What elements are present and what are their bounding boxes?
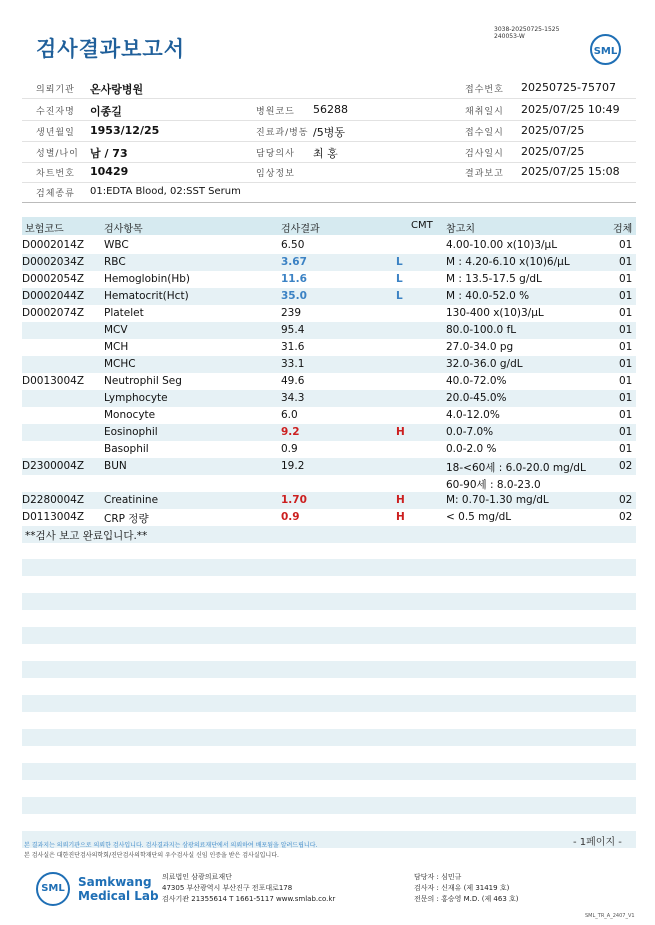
table-row (22, 373, 636, 390)
table-row (22, 288, 636, 305)
cell-item: WBC (104, 239, 129, 251)
info-row-4 (22, 142, 636, 163)
cell-code: D0002074Z (22, 307, 85, 319)
doctor-label: 담당의사 (256, 149, 295, 159)
cell-item: Monocyte (104, 409, 156, 421)
cell-spec: 01 (619, 239, 633, 251)
cell-result: 19.2 (281, 460, 305, 472)
cell-flag: L (396, 256, 403, 268)
cell-result: 35.0 (281, 290, 307, 302)
accession-label: 접수번호 (465, 85, 504, 95)
dob-label: 생년월일 (36, 128, 75, 138)
table-row (22, 390, 636, 407)
cell-result: 3.67 (281, 256, 307, 268)
cell-item: Creatinine (104, 494, 159, 506)
table-row (22, 441, 636, 458)
sml-brand-icon: SML (36, 872, 70, 906)
cell-spec: 01 (619, 324, 633, 336)
chart-value: 10429 (90, 165, 129, 178)
hospital-code-value: 56288 (313, 103, 348, 116)
cell-ref: 40.0-72.0% (446, 375, 507, 387)
cell-result: 49.6 (281, 375, 305, 387)
cell-ref: 130-400 x(10)3/μL (446, 307, 544, 319)
cell-item: RBC (104, 256, 126, 268)
sml-logo-icon: SML (590, 34, 621, 65)
cell-code: D2300004Z (22, 460, 85, 472)
cell-ref: M : 13.5-17.5 g/dL (446, 273, 542, 285)
cell-ref: 60-90세 : 8.0-23.0 (446, 479, 541, 491)
cell-code: D0002034Z (22, 256, 85, 268)
cell-result: 33.1 (281, 358, 305, 370)
table-row (22, 475, 636, 492)
brand-line1: Samkwang (78, 875, 152, 889)
hospital-label: 의뢰기관 (36, 85, 75, 95)
info-row-6 (22, 182, 636, 203)
hospital-code-label: 병원코드 (256, 107, 295, 117)
staff-1: 담당자 : 심민규 (414, 873, 462, 881)
cell-item: MCHC (104, 358, 136, 370)
cell-code: D2280004Z (22, 494, 85, 506)
collect-label: 채취일시 (465, 107, 504, 117)
cell-code: D0002014Z (22, 239, 85, 251)
specimen-label: 검체종류 (36, 189, 75, 199)
doctor-value: 최 홍 (313, 147, 338, 160)
table-row (22, 424, 636, 441)
cell-item: Lymphocyte (104, 392, 168, 404)
table-row (22, 271, 636, 288)
cell-spec: 01 (619, 375, 633, 387)
cell-result: 11.6 (281, 273, 307, 285)
cell-spec: 01 (619, 273, 633, 285)
cell-result: 239 (281, 307, 302, 319)
cell-result: 6.50 (281, 239, 305, 251)
cell-flag: H (396, 494, 405, 506)
cell-flag: L (396, 273, 403, 285)
cell-item: CRP 정량 (104, 513, 149, 525)
cell-spec: 01 (619, 341, 633, 353)
cell-ref: 0.0-2.0 % (446, 443, 497, 455)
report-title: 검사결과보고서 (36, 37, 186, 61)
table-row (22, 509, 636, 526)
table-row (22, 407, 636, 424)
table-row (22, 322, 636, 339)
cell-result: 9.2 (281, 426, 300, 438)
cell-item: Hemoglobin(Hb) (104, 273, 191, 285)
footer-note-1: 본 결과지는 의뢰기관으로 의뢰한 검사입니다. 검사결과지는 삼광의료재단에서 의뢰하여 배포됨을 알려드립니다. (24, 842, 318, 849)
cell-flag: H (396, 511, 405, 523)
tested-value: 2025/07/25 (521, 145, 585, 158)
table-row (22, 305, 636, 322)
staff-2: 검사자 : 신재유 (제 31419 호) (414, 884, 510, 892)
table-row (22, 492, 636, 509)
blank-line (22, 729, 636, 746)
cell-result: 31.6 (281, 341, 305, 353)
blank-line (22, 763, 636, 780)
cell-ref: 18-<60세 : 6.0-20.0 mg/dL (446, 462, 586, 474)
blank-line (22, 661, 636, 678)
info-row-2 (22, 100, 636, 121)
cell-ref: 27.0-34.0 pg (446, 341, 514, 353)
dept-label: 진료과/병동 (256, 128, 309, 138)
document-id-line2: 240053-W (494, 33, 525, 40)
received-label: 접수일시 (465, 128, 504, 138)
cell-item: MCH (104, 341, 129, 353)
form-code: SML_TR_A_2407_V1 (585, 913, 635, 919)
table-row (22, 356, 636, 373)
org-info (162, 872, 335, 905)
cell-item: Platelet (104, 307, 144, 319)
footer-note-2: 본 검사실은 대한진단검사의학회/진단검사의학재단의 우수검사실 신임 인증을 받은 검사실입니다. (24, 852, 279, 859)
col-cmt: CMT (411, 220, 433, 231)
blank-line (22, 695, 636, 712)
cell-result: 0.9 (281, 443, 298, 455)
reported-label: 결과보고 (465, 169, 504, 179)
cell-item: Hematocrit(Hct) (104, 290, 189, 302)
cell-spec: 01 (619, 256, 633, 268)
cell-result: 6.0 (281, 409, 298, 421)
cell-ref: M : 4.20-6.10 x(10)6/μL (446, 256, 570, 268)
table-row (22, 254, 636, 271)
accession-value: 20250725-75707 (521, 81, 616, 94)
staff-info (414, 872, 519, 905)
cell-ref: 0.0-7.0% (446, 426, 494, 438)
cell-ref: 4.00-10.00 x(10)3/μL (446, 239, 558, 251)
cell-spec: 01 (619, 307, 633, 319)
clinical-label: 임상정보 (256, 169, 295, 179)
cell-ref: < 0.5 mg/dL (446, 511, 512, 523)
cell-result: 95.4 (281, 324, 305, 336)
name-value: 이종길 (90, 105, 122, 118)
page-number: - 1페이지 - (573, 837, 622, 848)
completion-row (22, 526, 636, 543)
cell-spec: 01 (619, 392, 633, 404)
cell-flag: H (396, 426, 405, 438)
cell-spec: 01 (619, 443, 633, 455)
cell-spec: 02 (619, 511, 633, 523)
info-row-1 (22, 78, 636, 99)
results-table-header (22, 217, 636, 235)
org-address: 47305 부산광역시 부산진구 전포대로178 (162, 884, 293, 892)
cell-result: 1.70 (281, 494, 307, 506)
cell-code: D0013004Z (22, 375, 85, 387)
cell-item: MCV (104, 324, 128, 336)
org-name: 의료법인 삼광의료재단 (162, 873, 232, 881)
tested-label: 검사일시 (465, 149, 504, 159)
cell-item: BUN (104, 460, 127, 472)
name-label: 수진자명 (36, 107, 75, 117)
blank-line (22, 559, 636, 576)
cell-ref: M : 40.0-52.0 % (446, 290, 530, 302)
cell-spec: 02 (619, 460, 633, 472)
sex-age-label: 성별/나이 (36, 149, 79, 159)
cell-item: Basophil (104, 443, 149, 455)
cell-result: 34.3 (281, 392, 305, 404)
cell-code: D0113004Z (22, 511, 85, 523)
blank-line (22, 593, 636, 610)
cell-spec: 01 (619, 290, 633, 302)
cell-code: D0002054Z (22, 273, 85, 285)
table-row (22, 339, 636, 356)
cell-ref: M: 0.70-1.30 mg/dL (446, 494, 549, 506)
cell-ref: 32.0-36.0 g/dL (446, 358, 523, 370)
cell-spec: 01 (619, 426, 633, 438)
cell-item: Neutrophil Seg (104, 375, 182, 387)
cell-ref: 4.0-12.0% (446, 409, 500, 421)
col-code: 보험코드 (25, 224, 64, 235)
dob-value: 1953/12/25 (90, 124, 160, 137)
sex-age-value: 남 / 73 (90, 147, 128, 160)
table-row (22, 458, 636, 475)
dept-value: /5병동 (313, 126, 345, 139)
chart-label: 차트번호 (36, 169, 75, 179)
document-id (494, 26, 559, 40)
cell-spec: 01 (619, 409, 633, 421)
cell-spec: 02 (619, 494, 633, 506)
received-value: 2025/07/25 (521, 124, 585, 137)
col-result: 검사결과 (281, 224, 320, 235)
blank-line (22, 627, 636, 644)
col-ref: 참고치 (446, 224, 475, 235)
document-id-line1: 3038-20250725-1525 (494, 26, 560, 33)
blank-line (22, 797, 636, 814)
cell-spec: 01 (619, 358, 633, 370)
cell-item: Eosinophil (104, 426, 158, 438)
cell-code: D0002044Z (22, 290, 85, 302)
info-row-3 (22, 121, 636, 142)
org-contact: 검사기관 21355614 T 1661-5117 www.smlab.co.kr (162, 895, 336, 903)
completion-message: **검사 보고 완료입니다.** (25, 530, 148, 542)
specimen-value: 01:EDTA Blood, 02:SST Serum (90, 186, 241, 197)
cell-ref: 80.0-100.0 fL (446, 324, 517, 336)
staff-3: 전문의 : 홍승영 M.D. (제 463 호) (414, 895, 519, 903)
col-spec: 검체 (613, 224, 633, 235)
table-row (22, 237, 636, 254)
cell-ref: 20.0-45.0% (446, 392, 507, 404)
cell-flag: L (396, 290, 403, 302)
col-item: 검사항목 (104, 224, 143, 235)
cell-result: 0.9 (281, 511, 300, 523)
brand-line2: Medical Lab (78, 889, 159, 903)
reported-value: 2025/07/25 15:08 (521, 165, 620, 178)
collect-value: 2025/07/25 10:49 (521, 103, 620, 116)
info-row-5 (22, 162, 636, 183)
hospital-value: 온사랑병원 (90, 83, 144, 96)
